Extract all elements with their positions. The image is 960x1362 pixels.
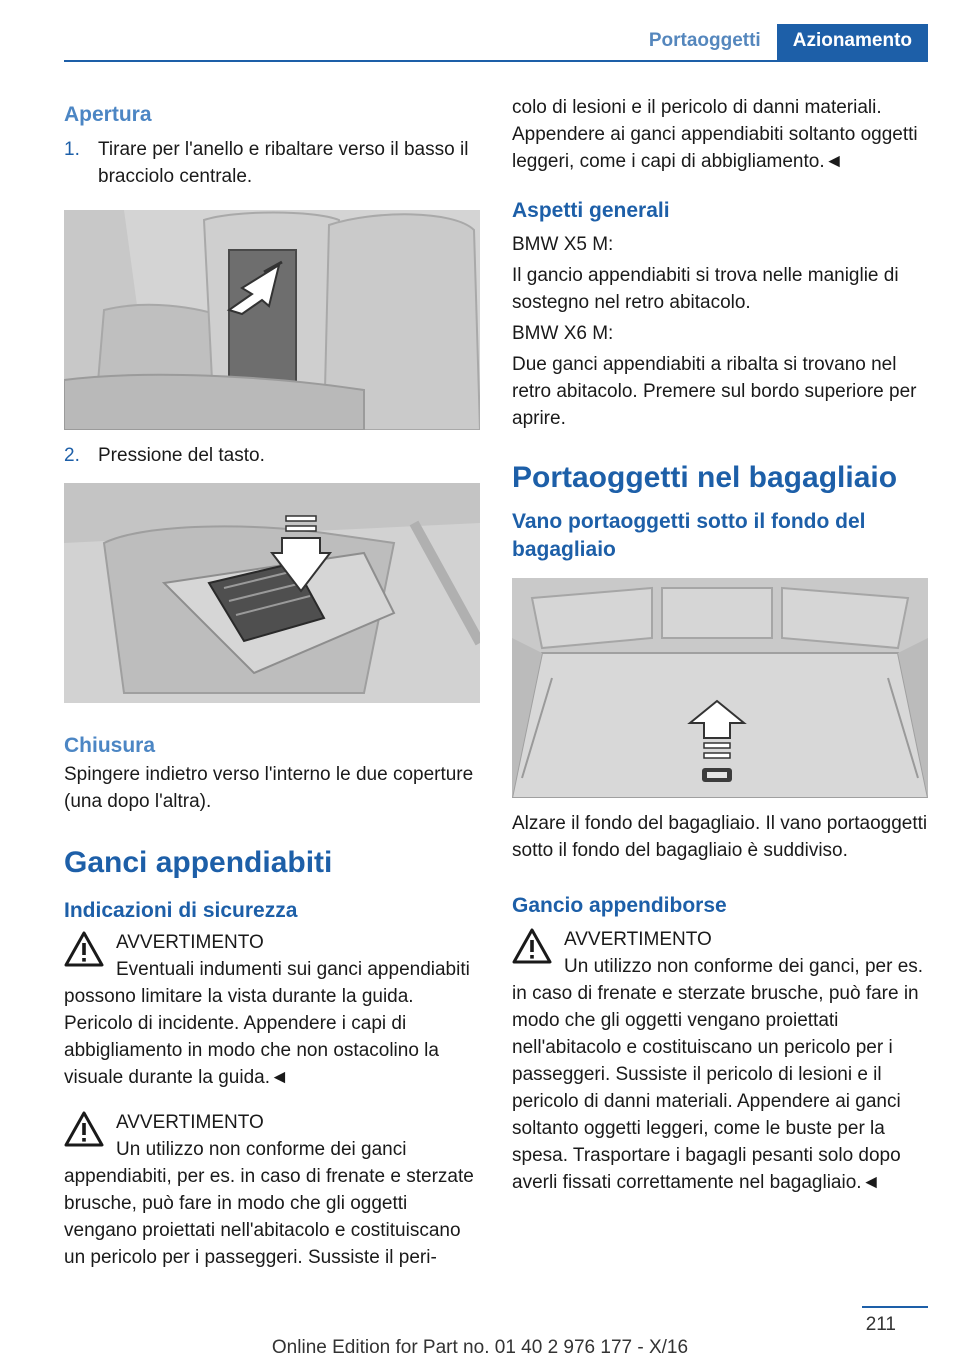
- step-2-text: Pressione del tasto.: [98, 445, 265, 466]
- rear-seat-illustration: [64, 210, 480, 430]
- step-2-number: 2.: [64, 445, 80, 466]
- tab-chapter: Azionamento: [777, 24, 928, 62]
- bagagliaio-heading: Portaoggetti nel bagagliaio: [512, 461, 898, 494]
- warning-1-title: AVVERTIMENTO: [116, 932, 264, 953]
- luggage-floor-illustration: [512, 578, 928, 798]
- apertura-heading: Apertura: [64, 103, 152, 126]
- warning-block-2: [64, 1109, 482, 1271]
- luggage-floor-figure: [512, 578, 928, 798]
- aspetti-heading: Aspetti generali: [512, 199, 670, 222]
- armrest-button-figure: [64, 483, 480, 703]
- tab-section: Portaoggetti: [648, 30, 761, 51]
- warning-3-title: AVVERTIMENTO: [564, 929, 712, 950]
- right-column: [512, 94, 930, 1196]
- gancio-heading: Gancio appendiborse: [512, 894, 727, 917]
- warning-2-title: AVVERTIMENTO: [116, 1112, 264, 1133]
- warning-block-3: [512, 926, 930, 1196]
- warning-triangle-icon: [64, 931, 104, 967]
- warning-triangle-icon: [64, 1111, 104, 1147]
- warning-triangle-icon: [512, 928, 552, 964]
- left-column: [64, 100, 482, 1271]
- rear-seat-armrest-figure: [64, 210, 480, 430]
- header-tabs: [633, 24, 928, 62]
- warning-2-text: Un utilizzo non conforme dei ganci appendiabiti, per es. in caso di frenate e sterzate brusche, può fare in modo che gli oggetti vengano proiettati nell'abitacolo e costituiscano un pericolo per i passeggeri. Sussiste il peri-: [64, 1139, 474, 1268]
- step-2: [64, 442, 482, 469]
- x5-label: BMW X5 M:: [512, 234, 614, 255]
- step-1: [64, 136, 482, 190]
- continuation-text: colo di lesioni e il pericolo di danni materiali. Appendere ai ganci appendiabiti soltanto oggetti leggeri, come i capi di abbigliamento.◄: [512, 97, 918, 172]
- footer-rule: [862, 1306, 928, 1308]
- chiusura-heading: Chiusura: [64, 734, 156, 757]
- ganci-heading: Ganci appendiabiti: [64, 846, 333, 879]
- header-rule: [64, 60, 928, 62]
- warning-1-text: Eventuali indumenti sui ganci appendiabiti possono limitare la vista durante la guida. Pericolo di incidente. Appendere i capi di abbigliamento in modo che non ostacolino la visuale durante la guida.◄: [64, 959, 470, 1088]
- step-1-text: Tirare per l'anello e ribaltare verso il basso il bracciolo centrale.: [98, 139, 469, 187]
- vano-heading: Vano portaoggetti sotto il fondo del bagagliaio: [512, 510, 866, 561]
- armrest-button-illustration: [64, 483, 480, 703]
- x6-text: Due ganci appendiabiti a ribalta si trovano nel retro abitacolo. Premere sul bordo superiore per aprire.: [512, 354, 917, 429]
- sicurezza-heading: Indicazioni di sicurezza: [64, 899, 298, 922]
- x5-text: Il gancio appendiabiti si trova nelle maniglie di sostegno nel retro abitacolo.: [512, 265, 899, 313]
- vano-text: Alzare il fondo del bagagliaio. Il vano portaoggetti sotto il fondo del bagagliaio è suddiviso.: [512, 813, 928, 861]
- x6-label: BMW X6 M:: [512, 323, 614, 344]
- page-number: 211: [865, 1314, 896, 1335]
- step-1-number: 1.: [64, 139, 80, 160]
- edition-note: Online Edition for Part no. 01 40 2 976 177 - X/16: [271, 1337, 689, 1358]
- warning-3-text: Un utilizzo non conforme dei ganci, per es. in caso di frenate e sterzate brusche, può fare in modo che gli oggetti vengano proiettati nell'abitacolo e costituiscano un pericolo per i passeggeri. Sussiste il pericolo di lesioni e il pericolo di danni materiali. Appendere ai ganci soltanto oggetti leggeri, come le buste per la spesa. Trasportare i bagagli pesanti solo dopo averli fissati correttamente nel bagagliaio.◄: [512, 956, 924, 1193]
- chiusura-text: Spingere indietro verso l'interno le due coperture (una dopo l'altra).: [64, 764, 474, 812]
- warning-block-1: [64, 929, 482, 1091]
